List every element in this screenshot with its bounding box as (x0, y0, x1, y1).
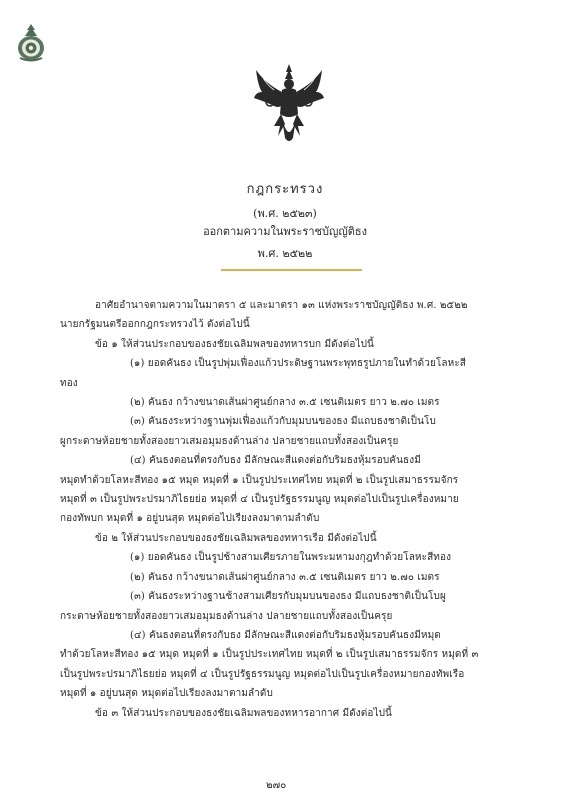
body-line: ผูกระดาษห้อยชายทั้งสองยาวเสมอมุมธงด้านล่าง ปลายชายแถบทั้งสองเป็นครุย (60, 435, 399, 447)
body-line: นายกรัฐมนตรีออกกฎกระทรวงไว้ ดังต่อไปนี้ (60, 319, 250, 331)
document-body (60, 296, 530, 723)
body-line: (๔) คันธงตอนที่ตรงกับธง มีลักษณะสีแดงต่อกับริมธงหุ้มรอบคันธงมีหมุด (130, 629, 441, 641)
garuda-emblem-icon (252, 62, 326, 148)
title-divider (221, 269, 362, 271)
page-number: ๒๗๐ (266, 780, 287, 791)
act-year: พ.ศ. ๒๕๒๒ (257, 247, 313, 260)
body-line: หมุดทำด้วยโลหะสีทอง ๑๕ หมุด หมุดที่ ๑ เป็นรูปประเทศไทย หมุดที่ ๒ เป็นรูปเสมาธรรมจักร (60, 474, 459, 486)
seal-emblem-icon (14, 22, 48, 62)
body-line: อาศัยอำนาจตามความในมาตรา ๕ และมาตรา ๑๓ แห่งพระราชบัญญัติธง พ.ศ. ๒๕๒๒ (95, 300, 468, 311)
body-line: เป็นรูปพระปรมาภิไธยย่อ หมุดที่ ๔ เป็นรูปรัฐธรรมนูญ หมุดต่อไปเป็นรูปเครื่องหมายกองทัพเรือ (60, 668, 465, 680)
clause-heading: ข้อ ๑ ให้ส่วนประกอบของธงชัยเฉลิมพลของทหารบก มีดังต่อไปนี้ (95, 338, 374, 350)
body-line: (๓) คันธงระหว่างฐานพุ่มเฟื่องแก้วกับมุมบนของธง มีแถบธงชาติเป็นโบ (130, 416, 436, 428)
clause-heading: ข้อ ๓ ให้ส่วนประกอบของธงชัยเฉลิมพลของทหารอากาศ มีดังต่อไปนี้ (95, 707, 392, 719)
body-line: กระดาษห้อยชายทั้งสองยาวเสมอมุมธงด้านล่าง ปลายชายแถบทั้งสองเป็นครุย (60, 610, 393, 622)
body-line: หมุดที่ ๑ อยู่บนสุด หมุดต่อไปเรียงลงมาตามลำดับ (60, 688, 273, 700)
body-line: ทำด้วยโลหะสีทอง ๑๕ หมุด หมุดที่ ๑ เป็นรูปประเทศไทย หมุดที่ ๒ เป็นรูปเสมาธรรมจักร หมุดที่ ๓ (60, 649, 479, 661)
body-line: (๒) คันธง กว้างขนาดเส้นผ่าศูนย์กลาง ๓.๕ เซนติเมตร ยาว ๒.๗๐ เมตร (130, 571, 440, 583)
body-line: หมุดที่ ๓ เป็นรูปพระปรมาภิไธยย่อ หมุดที่ ๔ เป็นรูปรัฐธรรมนูญ หมุดต่อไปเป็นรูปเครื่องหมาย (60, 494, 459, 506)
document-year: (พ.ศ. ๒๕๒๓) (253, 207, 317, 220)
body-line: (๑) ยอดคันธง เป็นรูปพุ่มเฟื่องแก้วประดิษฐานพระพุทธรูปภายในทำด้วยโลหะสี (130, 358, 466, 370)
issued-under-act: ออกตามความในพระราชบัญญัติธง (203, 225, 367, 238)
body-line: ทอง (60, 377, 78, 389)
clause-heading: ข้อ ๒ ให้ส่วนประกอบของธงชัยเฉลิมพลของทหารเรือ มีดังต่อไปนี้ (95, 532, 377, 544)
document-title: กฎกระทรวง (246, 182, 324, 197)
body-line: (๔) คันธงตอนที่ตรงกับธง มีลักษณะสีแดงต่อกับริมธงหุ้มรอบคันธงมี (130, 455, 421, 467)
body-line: (๒) คันธง กว้างขนาดเส้นผ่าศูนย์กลาง ๓.๕ เซนติเมตร ยาว ๒.๗๐ เมตร (130, 397, 440, 409)
body-line: กองทัพบก หมุดที่ ๑ อยู่บนสุด หมุดต่อไปเรียงลงมาตามลำดับ (60, 513, 320, 525)
body-line: (๑) ยอดคันธง เป็นรูปช้างสามเศียรภายในพระมหามงกุฎทำด้วยโลหะสีทอง (130, 552, 452, 564)
body-line: (๓) คันธงระหว่างฐานช้างสามเศียรกับมุมบนของธง มีแถบธงชาติเป็นโบผู (130, 591, 446, 603)
